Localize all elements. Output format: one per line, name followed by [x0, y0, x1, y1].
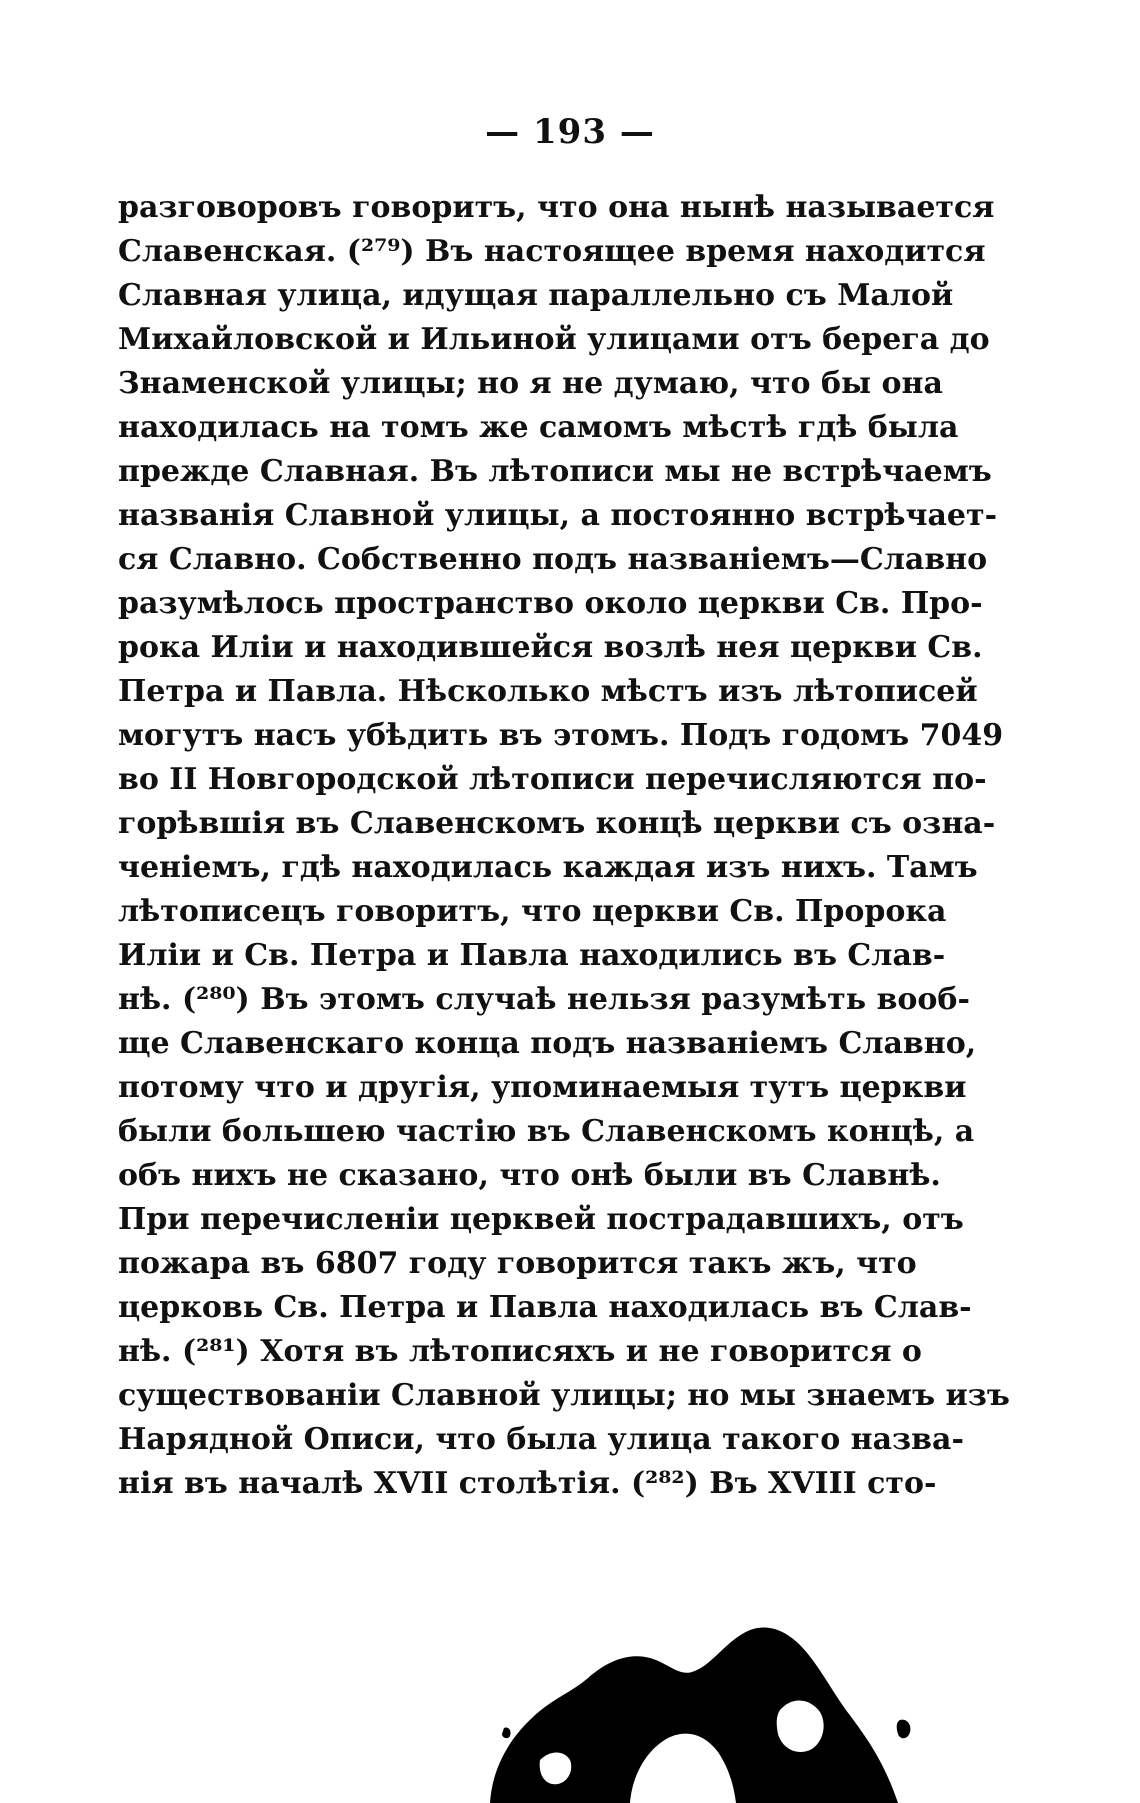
text-line: Михайловской и Ильиной улицами отъ берега до: [118, 322, 990, 357]
text-line: разумѣлось пространство около церкви Св. Про-: [118, 586, 983, 621]
text-line: лѣтописецъ говоритъ, что церкви Св. Пророка: [118, 894, 947, 929]
text-line: Петра и Павла. Нѣсколько мѣстъ изъ лѣтописей: [118, 674, 978, 709]
text-line: потому что и другія, упоминаемыя тутъ церкви: [118, 1070, 967, 1105]
text-line: ще Славенскаго конца подъ названіемъ Славно,: [118, 1026, 977, 1061]
text-line: существованіи Славной улицы; но мы знаемъ изъ: [118, 1378, 1010, 1413]
text-line: При перечисленіи церквей пострадавшихъ, отъ: [118, 1202, 964, 1237]
text-line: ченіемъ, гдѣ находилась каждая изъ нихъ. Тамъ: [118, 850, 978, 885]
ink-stain: [480, 1600, 920, 1803]
text-line: Знаменской улицы; но я не думаю, что бы она: [118, 366, 943, 401]
text-line: прежде Славная. Въ лѣтописи мы не встрѣчаемъ: [118, 454, 992, 489]
text-line: Нарядной Описи, что была улица такого назва-: [118, 1422, 964, 1457]
text-line: находилась на томъ же самомъ мѣстѣ гдѣ была: [118, 410, 959, 445]
text-line: были большею частію въ Славенскомъ концѣ, а: [118, 1114, 975, 1149]
text-line: названія Славной улицы, а постоянно встрѣчает-: [118, 498, 998, 533]
text-line: объ нихъ не сказано, что онѣ были въ Славнѣ.: [118, 1158, 941, 1193]
text-line: могутъ насъ убѣдить въ этомъ. Подъ годомъ 7049: [118, 718, 1004, 753]
text-line: нѣ. (²⁸⁰) Въ этомъ случаѣ нельзя разумѣть вооб-: [118, 982, 970, 1017]
text-line: нѣ. (²⁸¹) Хотя въ лѣтописяхъ и не говорится о: [118, 1334, 922, 1369]
text-line: пожара въ 6807 году говорится такъ жъ, что: [118, 1246, 917, 1281]
text-line: Славенская. (²⁷⁹) Въ настоящее время находится: [118, 234, 986, 269]
text-line: Славная улица, идущая параллельно съ Малой: [118, 278, 954, 313]
text-line: ся Славно. Собственно подъ названіемъ—Славно: [118, 542, 988, 577]
text-line: Иліи и Св. Петра и Павла находились въ Слав-: [118, 938, 946, 973]
text-line: церковь Св. Петра и Павла находилась въ Слав-: [118, 1290, 972, 1325]
text-line: горѣвшія въ Славенскомъ концѣ церкви съ озна-: [118, 806, 996, 841]
text-line: нія въ началѣ XVII столѣтія. (²⁸²) Въ XVIII сто-: [118, 1466, 937, 1501]
page-number: — 193 —: [485, 112, 655, 152]
text-line: рока Иліи и находившейся возлѣ нея церкви Св.: [118, 630, 983, 665]
text-line: разговоровъ говоритъ, что она нынѣ называется: [118, 190, 995, 225]
body-text: [118, 186, 1010, 1506]
text-line: во II Новгородской лѣтописи перечисляются по-: [118, 762, 987, 797]
